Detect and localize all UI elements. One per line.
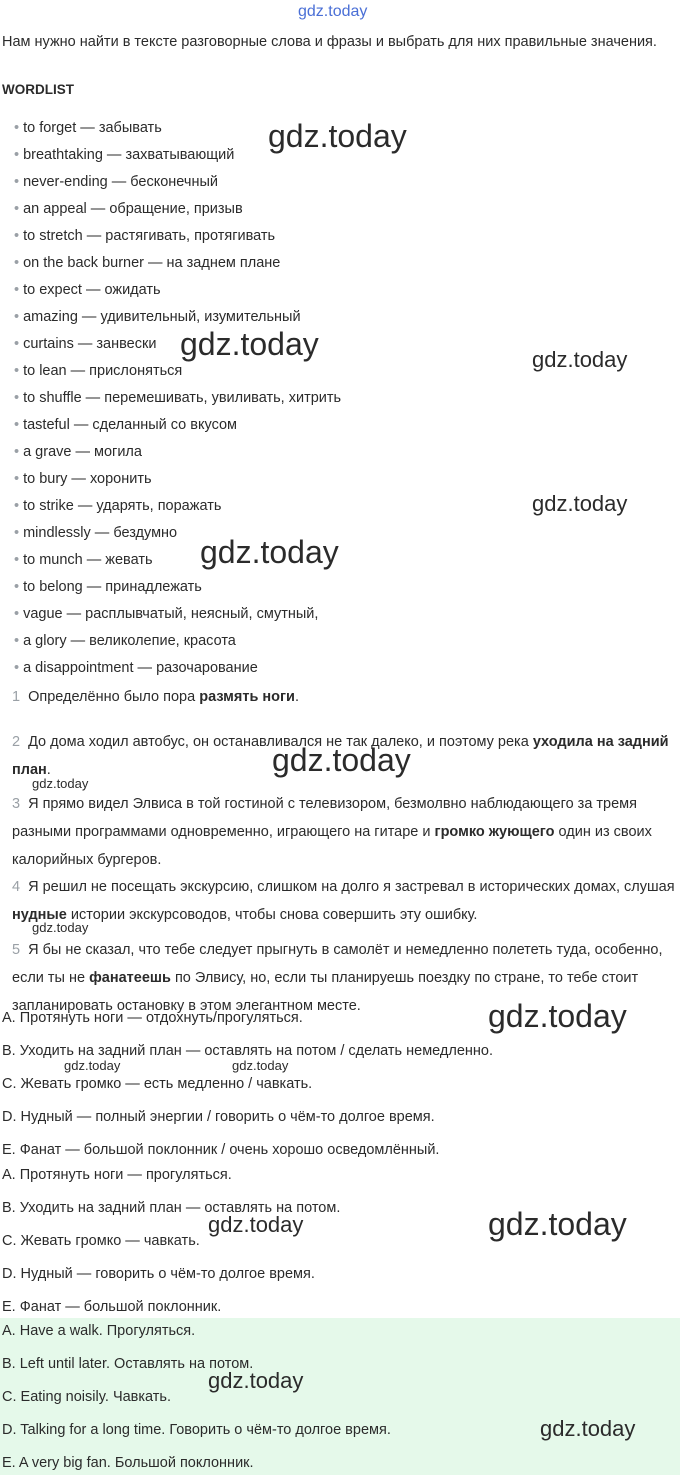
wordlist-item (14, 277, 161, 304)
sentence-keyword: уходила на задний план (12, 734, 669, 778)
sentence (12, 790, 680, 874)
option-item: B. Уходить на задний план — оставлять на потом / сделать немедленно. (2, 1043, 494, 1059)
wordlist-item (14, 115, 162, 142)
sentence-number: 1 (12, 689, 21, 705)
bullet-icon: • (14, 633, 20, 649)
choice-item: C. Жевать громко — чавкать. (2, 1233, 200, 1249)
watermark: gdz.today (540, 1416, 636, 1441)
answer-item: C. Eating noisily. Чавкать. (2, 1389, 172, 1405)
wordlist-item (14, 655, 258, 682)
wordlist-item (14, 547, 153, 574)
wordlist-item-text: mindlessly — бездумно (23, 525, 178, 541)
option-item: A. Протянуть ноги — отдохнуть/прогуляться. (2, 1010, 303, 1026)
bullet-icon: • (14, 147, 20, 163)
sentence-text: по Элвису, но, если ты планируешь поездку по стране, то тебе стоит запланировать остановку в этом элегантном месте. (12, 970, 639, 1014)
sentence-text: До дома ходил автобус, он останавливался не так далеко, и поэтому река (28, 734, 533, 750)
answer-item: A. Have a walk. Прогуляться. (2, 1323, 196, 1339)
answer-item: E. A very big fan. Большой поклонник. (2, 1455, 254, 1471)
bullet-icon: • (14, 660, 20, 676)
sentence-text: Я решил не посещать экскурсию, слишком на долго я застревал в исторических домах, слушая (28, 879, 675, 895)
wordlist-item (14, 196, 243, 223)
wordlist-item (14, 142, 234, 169)
bullet-icon: • (14, 552, 20, 568)
wordlist-item-text: to strike — ударять, поражать (23, 498, 222, 514)
watermark: gdz.today (532, 491, 628, 516)
watermark: gdz.today (32, 776, 89, 791)
sentence-keyword: громко жующего (434, 824, 555, 840)
watermark: gdz.today (32, 920, 89, 935)
wordlist-item (14, 169, 218, 196)
watermark: gdz.today (180, 326, 319, 362)
watermark: gdz.today (232, 1058, 289, 1073)
sentence-number: 5 (12, 942, 21, 958)
wordlist-item (14, 439, 142, 466)
sentence-keyword: фанатеешь (89, 970, 171, 986)
wordlist-item-text: breathtaking — захватывающий (23, 147, 235, 163)
bullet-icon: • (14, 309, 20, 325)
wordlist-item-text: to stretch — растягивать, протягивать (23, 228, 276, 244)
bullet-icon: • (14, 174, 20, 190)
bullet-icon: • (14, 201, 20, 217)
option-item: C. Жевать громко — есть медленно / чавкать. (2, 1076, 313, 1092)
bullet-icon: • (14, 471, 20, 487)
bullet-icon: • (14, 417, 20, 433)
bullet-icon: • (14, 606, 20, 622)
bullet-icon: • (14, 498, 20, 514)
wordlist-title: WORDLIST (2, 82, 74, 97)
wordlist-item (14, 574, 202, 601)
wordlist-item-text: amazing — удивительный, изумительный (23, 309, 301, 325)
wordlist-item (14, 385, 341, 412)
option-item: D. Нудный — полный энергии / говорить о чём-то долгое время. (2, 1109, 435, 1125)
wordlist-item (14, 601, 318, 628)
watermark: gdz.today (488, 998, 627, 1034)
watermark: gdz.today (532, 347, 628, 372)
sentence (12, 873, 680, 929)
answer-item: D. Talking for a long time. Говорить о чём-то долгое время. (2, 1422, 391, 1438)
bullet-icon: • (14, 390, 20, 406)
choice-item: E. Фанат — большой поклонник. (2, 1299, 222, 1315)
sentence-keyword: размять ноги (199, 689, 295, 705)
sentence-number: 4 (12, 879, 21, 895)
sentence-text: Определённо было пора (28, 689, 200, 705)
wordlist-item-text: a glory — великолепие, красота (23, 633, 236, 649)
wordlist-item-text: tasteful — сделанный со вкусом (23, 417, 238, 433)
sentence-text: один из своих калорийных бургеров. (12, 824, 652, 868)
watermark: gdz.today (488, 1206, 627, 1242)
wordlist-item-text: a grave — могила (23, 444, 142, 460)
watermark: gdz.today (268, 118, 407, 154)
wordlist-item-text: a disappointment — разочарование (23, 660, 258, 676)
wordlist-item (14, 493, 221, 520)
wordlist-item-text: an appeal — обращение, призыв (23, 201, 243, 217)
sentence (12, 686, 680, 708)
watermark: gdz.today (208, 1212, 304, 1237)
bullet-icon: • (14, 255, 20, 271)
sentence-text: . (46, 762, 51, 778)
wordlist-item (14, 250, 280, 277)
sentence-text: Я бы не сказал, что тебе следует прыгнуть в самолёт и немедленно полететь туда, особенно, если ты не (12, 942, 663, 986)
option-item: E. Фанат — большой поклонник / очень хорошо осведомлённый. (2, 1142, 440, 1158)
wordlist-item (14, 331, 156, 358)
bullet-icon: • (14, 228, 20, 244)
watermark: gdz.today (200, 534, 339, 570)
choice-item: A. Протянуть ноги — прогуляться. (2, 1167, 232, 1183)
bullet-icon: • (14, 363, 20, 379)
wordlist-item-text: to munch — жевать (23, 552, 153, 568)
wordlist-item (14, 466, 152, 493)
watermark-top: gdz.today (298, 3, 368, 20)
choice-item: D. Нудный — говорить о чём-то долгое время. (2, 1266, 315, 1282)
bullet-icon: • (14, 282, 20, 298)
wordlist-item-text: to forget — забывать (23, 120, 162, 136)
answer-item: B. Left until later. Оставлять на потом. (2, 1356, 254, 1372)
wordlist-item-text: on the back burner — на заднем плане (23, 255, 281, 271)
bullet-icon: • (14, 579, 20, 595)
wordlist-item-text: to belong — принадлежать (23, 579, 202, 595)
wordlist-item-text: to lean — прислоняться (23, 363, 183, 379)
sentence-text: . (294, 689, 299, 705)
wordlist-item-text: to expect — ожидать (23, 282, 161, 298)
wordlist-item (14, 358, 182, 385)
watermark: gdz.today (64, 1058, 121, 1073)
wordlist-item (14, 628, 236, 655)
intro-text: Нам нужно найти в тексте разговорные слова и фразы и выбрать для них правильные значения. (2, 34, 657, 50)
wordlist-item (14, 520, 177, 547)
bullet-icon: • (14, 336, 20, 352)
bullet-icon: • (14, 444, 20, 460)
wordlist-item (14, 223, 275, 250)
sentence-number: 2 (12, 734, 21, 750)
wordlist-item-text: never-ending — бесконечный (23, 174, 218, 190)
wordlist-item-text: vague — расплывчатый, неясный, смутный, (23, 606, 319, 622)
sentence-keyword: нудные (12, 907, 67, 923)
sentence-number: 3 (12, 796, 21, 812)
bullet-icon: • (14, 525, 20, 541)
sentence-text: Я прямо видел Элвиса в той гостиной с телевизором, безмолвно наблюдающего за тремя разными программами одновременно, играющего на гитаре и (12, 796, 638, 840)
wordlist-item-text: to bury — хоронить (23, 471, 152, 487)
bullet-icon: • (14, 120, 20, 136)
wordlist-item-text: curtains — занвески (23, 336, 157, 352)
watermark: gdz.today (208, 1368, 304, 1393)
sentence-text: истории экскурсоводов, чтобы снова совершить эту ошибку. (66, 907, 478, 923)
choice-item: B. Уходить на задний план — оставлять на потом. (2, 1200, 341, 1216)
wordlist-item (14, 412, 237, 439)
watermark: gdz.today (272, 742, 411, 778)
wordlist-item-text: to shuffle — перемешивать, увиливать, хитрить (23, 390, 342, 406)
